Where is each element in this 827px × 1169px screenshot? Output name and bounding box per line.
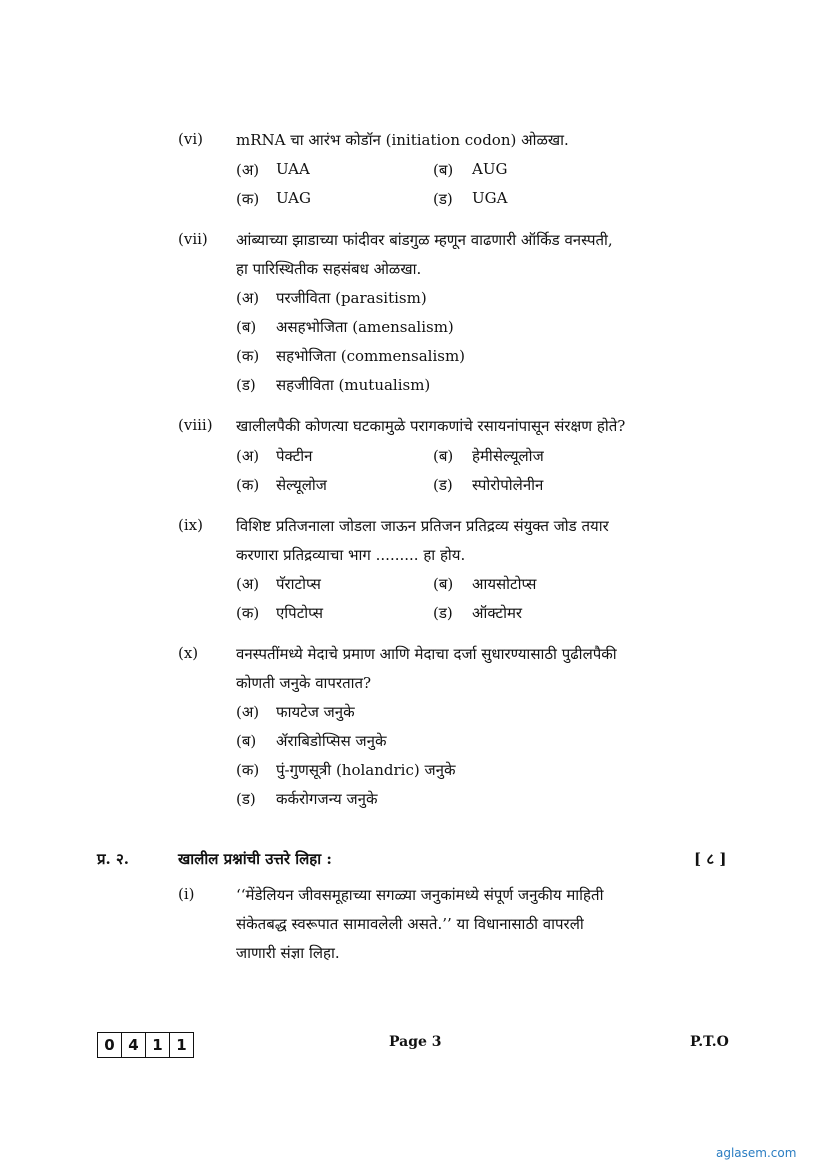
option-label: (क) (236, 347, 260, 365)
question-number: (viii) (178, 416, 213, 434)
option-label: (ब) (236, 732, 257, 750)
pto-label: P.T.O (690, 1034, 729, 1050)
question-number: (x) (178, 644, 199, 662)
option-text: परजीविता (parasitism) (276, 289, 427, 307)
option-text: असहभोजिता (amensalism) (276, 318, 454, 336)
option-text: ऑक्टोमर (472, 604, 523, 622)
question-text: खालीलपैकी कोणत्या घटकामुळे परागकणांचे रसायनांपासून संरक्षण होते? (236, 417, 626, 435)
watermark: aglasem.com (716, 1146, 797, 1160)
option-text: पुं-गुणसूत्री (holandric) जनुके (276, 761, 456, 779)
option-label: (ड) (433, 476, 453, 494)
option-text: पेक्टीन (276, 447, 313, 465)
paper-code-digit: 1 (146, 1033, 170, 1057)
section-title: खालील प्रश्नांची उत्तरे लिहा : (178, 850, 332, 868)
option-label: (अ) (236, 161, 260, 179)
option-label: (अ) (236, 289, 260, 307)
paper-code-box (97, 1032, 194, 1058)
paper-code-digit: 4 (122, 1033, 146, 1057)
question-text: ‘‘मेंडेलियन जीवसमूहाच्या सगळ्या जनुकांमध्ये संपूर्ण जनुकीय माहिती (236, 886, 604, 904)
option-label: (ब) (236, 318, 257, 336)
option-text: UGA (472, 189, 508, 207)
option-label: (ड) (433, 190, 453, 208)
option-label: (अ) (236, 703, 260, 721)
option-text: ॲराबिडोप्सिस जनुके (276, 732, 387, 750)
option-label: (ड) (236, 790, 256, 808)
option-text: पॅराटोप्स (276, 575, 321, 593)
option-text: स्पोरोपोलेनीन (472, 476, 544, 494)
option-text: हेमीसेल्यूलोज (472, 447, 544, 465)
question-text: वनस्पतींमध्ये मेदाचे प्रमाण आणि मेदाचा दर्जा सुधारण्यासाठी पुढीलपैकी (236, 645, 617, 663)
option-text: UAA (276, 160, 310, 178)
option-label: (ब) (433, 575, 454, 593)
option-text: कर्करोगजन्य जनुके (276, 790, 378, 808)
question-text: हा पारिस्थितीक सहसंबध ओळखा. (236, 260, 422, 278)
option-label: (ब) (433, 161, 454, 179)
paper-code-digit: 1 (176, 1036, 187, 1054)
option-text: सहजीविता (mutualism) (276, 376, 431, 394)
option-text: सेल्यूलोज (276, 476, 327, 494)
section-marks: [ ८ ] (694, 850, 727, 868)
question-text: आंब्याच्या झाडाच्या फांदीवर बांडगुळ म्हणून वाढणारी ऑर्किड वनस्पती, (236, 231, 613, 249)
option-label: (क) (236, 476, 260, 494)
option-text: AUG (472, 160, 508, 178)
page-number: Page 3 (389, 1034, 442, 1050)
option-label: (अ) (236, 575, 260, 593)
option-text: सहभोजिता (commensalism) (276, 347, 466, 365)
option-text: फायटेज जनुके (276, 703, 355, 721)
question-number: (vi) (178, 130, 203, 148)
option-label: (ड) (433, 604, 453, 622)
question-text: विशिष्ट प्रतिजनाला जोडला जाऊन प्रतिजन प्रतिद्रव्य संयुक्त जोड तयार (236, 517, 609, 535)
question-text: कोणती जनुके वापरतात? (236, 674, 372, 692)
question-number: (i) (178, 885, 195, 903)
question-text: जाणारी संज्ञा लिहा. (236, 944, 340, 962)
option-label: (ब) (433, 447, 454, 465)
question-text: संकेतबद्ध स्वरूपात सामावलेली असते.’’ या विधानासाठी वापरली (236, 915, 584, 933)
question-text: mRNA चा आरंभ कोडॉन (initiation codon) ओळखा. (236, 131, 569, 149)
question-text: करणारा प्रतिद्रव्याचा भाग ......... हा होय. (236, 546, 466, 564)
paper-code-digit: 0 (98, 1033, 122, 1057)
option-label: (क) (236, 604, 260, 622)
option-label: (क) (236, 190, 260, 208)
option-label: (अ) (236, 447, 260, 465)
section-number: प्र. २. (97, 850, 130, 868)
option-label: (क) (236, 761, 260, 779)
question-number: (vii) (178, 230, 208, 248)
question-number: (ix) (178, 516, 203, 534)
option-text: एपिटोप्स (276, 604, 323, 622)
option-text: आयसोटोप्स (472, 575, 537, 593)
option-text: UAG (276, 189, 311, 207)
option-label: (ड) (236, 376, 256, 394)
